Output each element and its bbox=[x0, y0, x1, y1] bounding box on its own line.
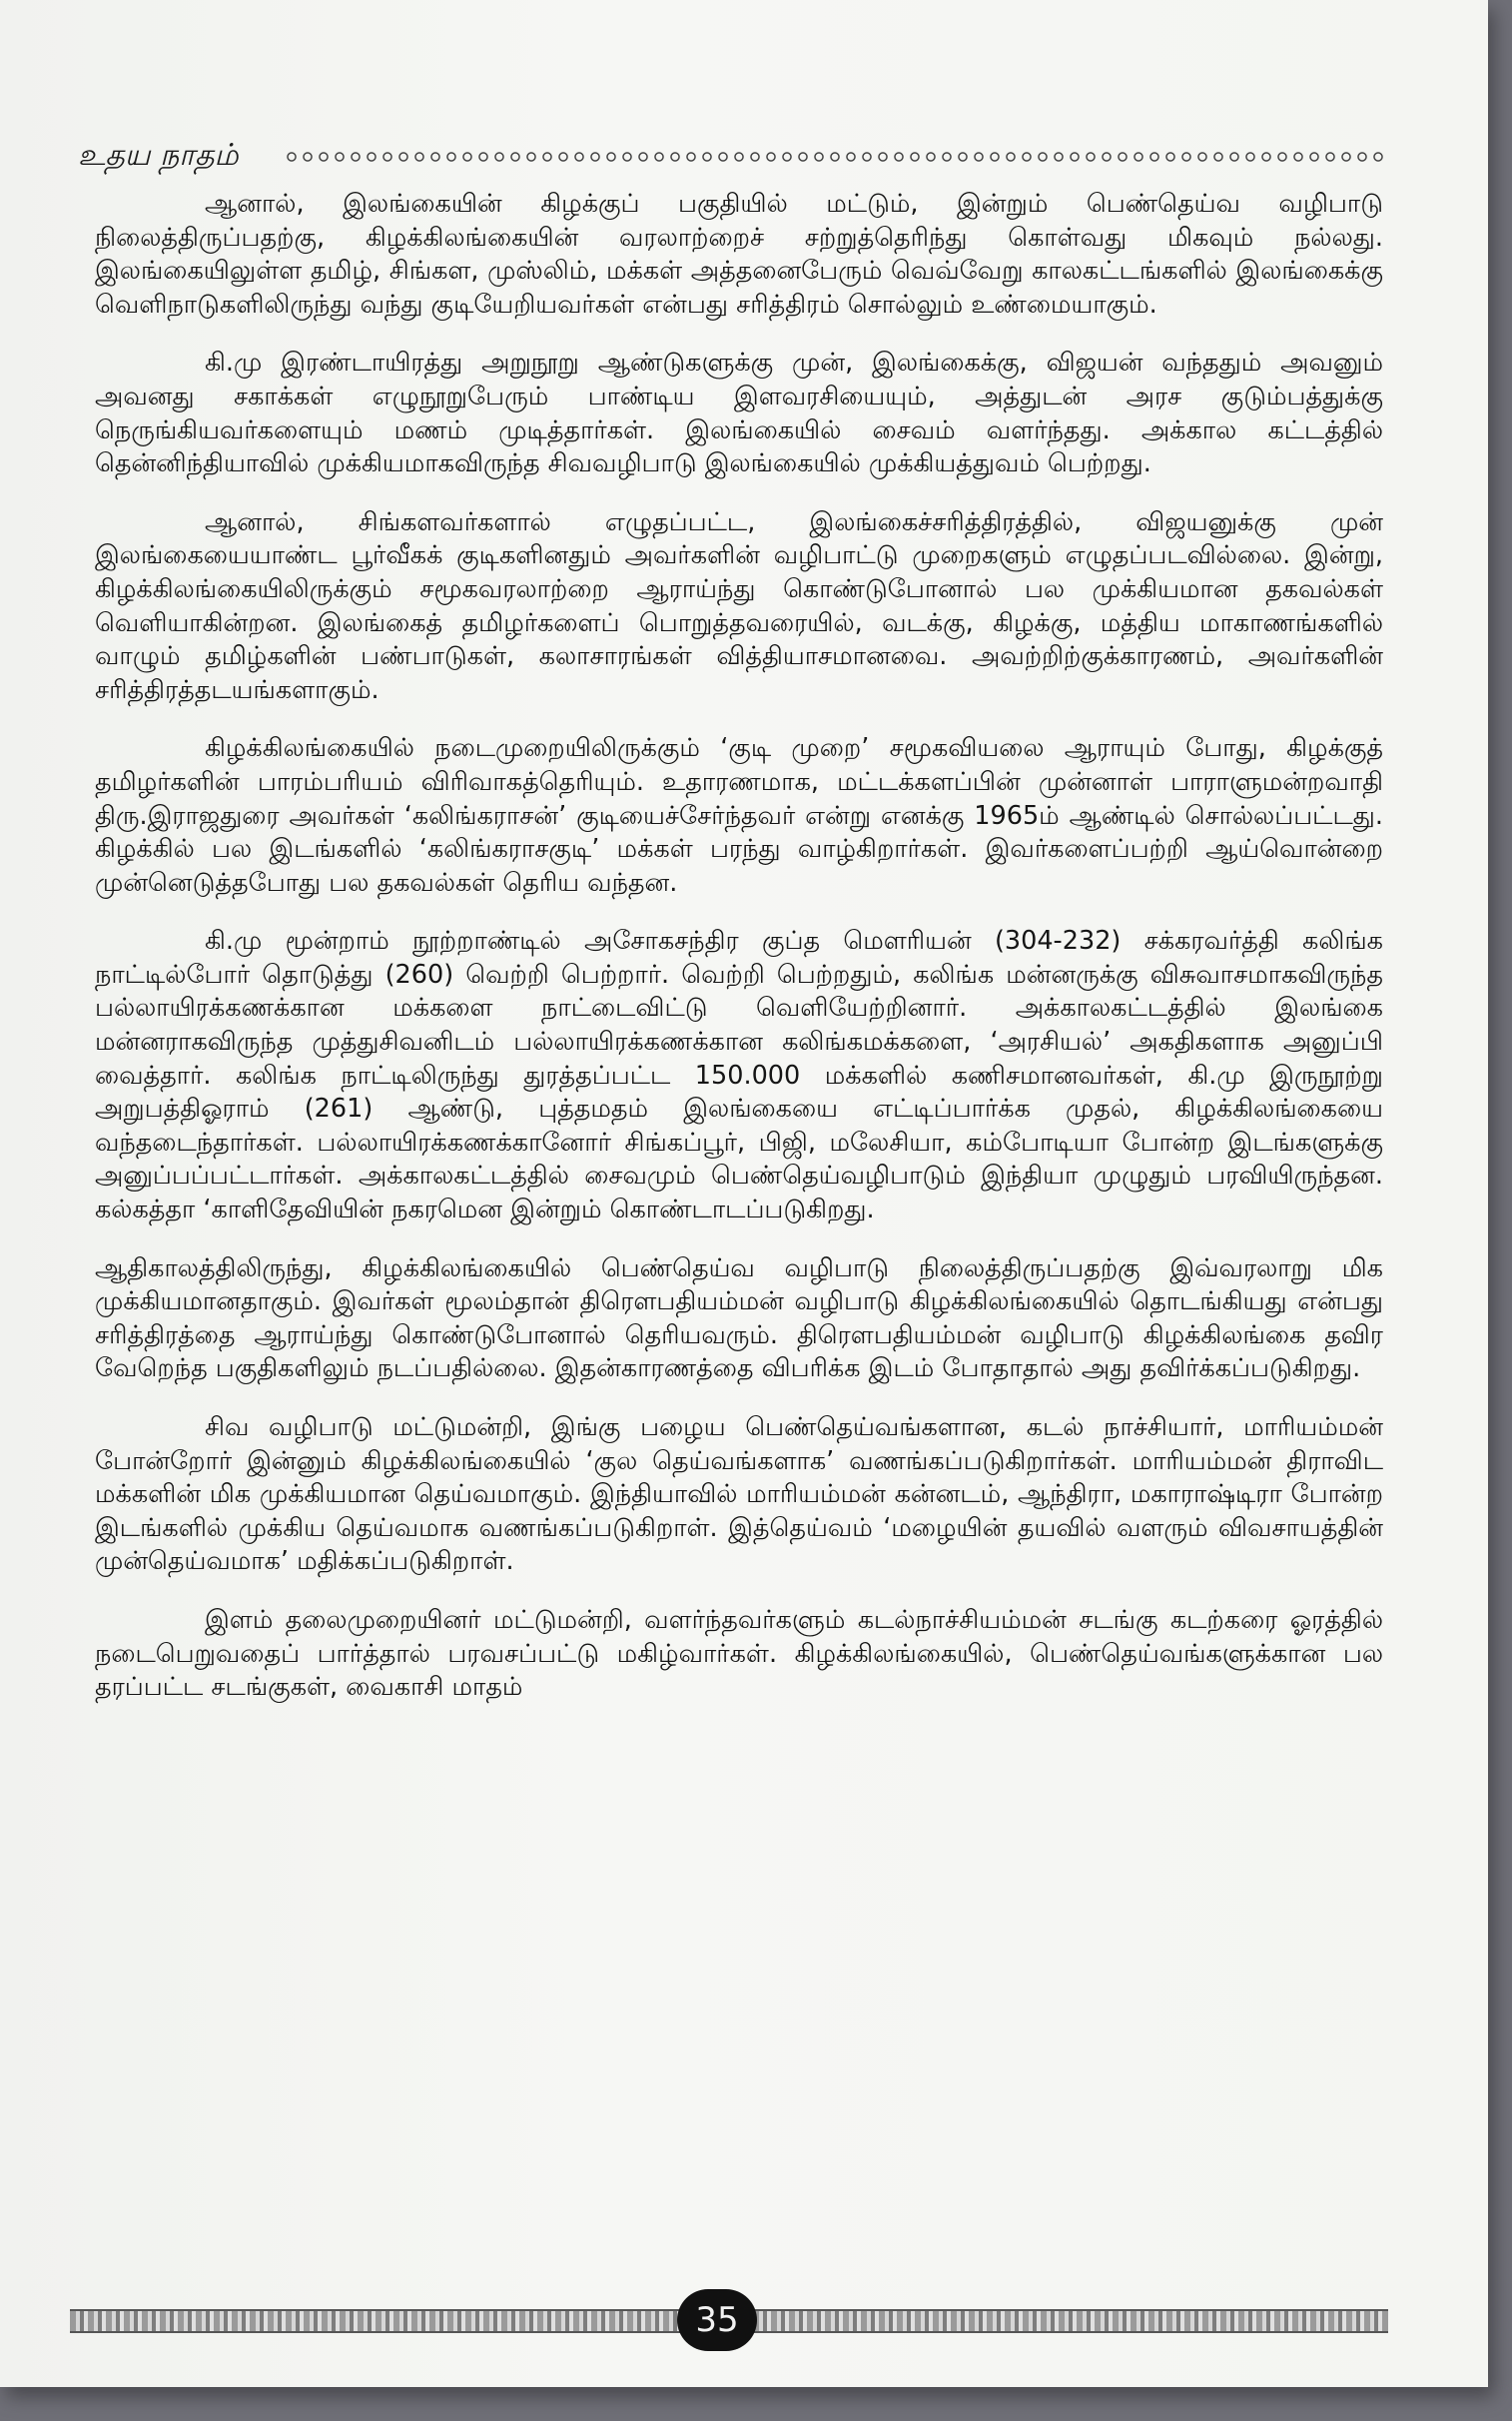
paragraph: ஆனால், சிங்களவர்களால் எழுதப்பட்ட, இலங்கைச்சரித்திரத்தில், விஜயனுக்கு முன் இலங்கையையாண்ட பூர்வீகக் குடிகளினதும் அவர்களின் வழிபாட்டு முறைகளும் எழுதப்படவில்லை. இன்று, கிழக்கிலங்கையிலிருக்கும் சமூகவரலாற்றை ஆராய்ந்து கொண்டுபோனால் பல முக்கியமான தகவல்கள் வெளியாகின்றன. இலங்கைத் தமிழர்களைப் பொறுத்தவரையில், வடக்கு, கிழக்கு, மத்திய மாகாணங்களில் வாழும் தமிழ்களின் பண்பாடுகள், கலாசாரங்கள் வித்தியாசமானவை. அவற்றிற்குக்காரணம், அவர்களின் சரித்திரத்தடயங்களாகும். bbox=[95, 506, 1383, 705]
paragraph: இளம் தலைமுறையினர் மட்டுமன்றி, வளர்ந்தவர்களும் கடல்நாச்சியம்மன் சடங்கு கடற்கரை ஓரத்தில் நடைபெறுவதைப் பார்த்தால் பரவசப்பட்டு மகிழ்வார்கள். கிழக்கிலங்கையில், பெண்தெய்வங்களுக்கான பல தரப்பட்ட சடங்குகள், வைகாசி மாதம் bbox=[95, 1604, 1383, 1703]
paragraph: சிவ வழிபாடு மட்டுமன்றி, இங்கு பழைய பெண்தெய்வங்களான, கடல் நாச்சியார், மாரியம்மன் போன்றோர் இன்னும் கிழக்கிலங்கையில் ‘குல தெய்வங்களாக’ வணங்கப்படுகிறார்கள். மாரியம்மன் திராவிட மக்களின் மிக முக்கியமான தெய்வமாகும். இந்தியாவில் மாரியம்மன் கன்னடம், ஆந்திரா, மகாராஷ்டிரா போன்ற இடங்களில் முக்கிய தெய்வமாக வணங்கப்படுகிறாள். இத்தெய்வம் ‘மழையின் தயவில் வளரும் விவசாயத்தின் முன்தெய்வமாக’ மதிக்கப்படுகிறாள். bbox=[95, 1412, 1383, 1577]
paragraph: ஆதிகாலத்திலிருந்து, கிழக்கிலங்கையில் பெண்தெய்வ வழிபாடு நிலைத்திருப்பதற்கு இவ்வரலாறு மிக முக்கியமானதாகும். இவர்கள் மூலம்தான் திரௌபதியம்மன் வழிபாடு கிழக்கிலங்கையில் தொடங்கியது என்பது சரித்திரத்தை ஆராய்ந்து கொண்டுபோனால் தெரியவரும். திரௌபதியம்மன் வழிபாடு கிழக்கிலங்கை தவிர வேறெந்த பகுதிகளிலும் நடப்பதில்லை. இதன்காரணத்தை விபரிக்க இடம் போதாதால் அது தவிர்க்கப்படுகிறது. bbox=[95, 1252, 1383, 1384]
ornamental-header-rule bbox=[285, 150, 1383, 164]
body-text bbox=[95, 188, 1383, 1730]
page-number: 35 bbox=[677, 2289, 757, 2351]
paragraph: கி.மு மூன்றாம் நூற்றாண்டில் அசோகசந்திர குப்த மௌரியன் (304-232) சக்கரவர்த்தி கலிங்க நாட்டில்போர் தொடுத்து (260) வெற்றி பெற்றார். வெற்றி பெற்றதும், கலிங்க மன்னருக்கு விசுவாசமாகவிருந்த பல்லாயிரக்கணக்கான மக்களை நாட்டைவிட்டு வெளியேற்றினார். அக்காலகட்டத்தில் இலங்கை மன்னராகவிருந்த முத்துசிவனிடம் பல்லாயிரக்கணக்கான கலிங்கமக்களை, ‘அரசியல்’ அகதிகளாக அனுப்பி வைத்தார். கலிங்க நாட்டிலிருந்து துரத்தப்பட்ட 150.000 மக்களில் கணிசமானவர்கள், கி.மு இருநூற்று அறுபத்திஓராம் (261) ஆண்டு, புத்தமதம் இலங்கையை எட்டிப்பார்க்க முதல், கிழக்கிலங்கையை வந்தடைந்தார்கள். பல்லாயிரக்கணக்கானோர் சிங்கப்பூர், பிஜி, மலேசியா, கம்போடியா போன்ற இடங்களுக்கு அனுப்பப்பட்டார்கள். அக்காலகட்டத்தில் சைவமும் பெண்தெய்வழிபாடும் இந்தியா முழுதும் பரவியிருந்தன. கல்கத்தா ‘காளிதேவியின் நகரமென இன்றும் கொண்டாடப்படுகிறது. bbox=[95, 926, 1383, 1225]
running-title: உதய நாதம் bbox=[78, 138, 239, 173]
paragraph: கிழக்கிலங்கையில் நடைமுறையிலிருக்கும் ‘குடி முறை’ சமூகவியலை ஆராயும் போது, கிழக்குத் தமிழர்களின் பாரம்பரியம் விரிவாகத்தெரியும். உதாரணமாக, மட்டக்களப்பின் முன்னாள் பாராளுமன்றவாதி திரு.இராஜதுரை அவர்கள் ‘கலிங்கராசன்’ குடியைச்சேர்ந்தவர் என்று எனக்கு 1965ம் ஆண்டில் சொல்லப்பட்டது. கிழக்கில் பல இடங்களில் ‘கலிங்கராசகுடி’ மக்கள் பரந்து வாழ்கிறார்கள். இவர்களைப்பற்றி ஆய்வொன்றை முன்னெடுத்தபோது பல தகவல்கள் தெரிய வந்தன. bbox=[95, 733, 1383, 898]
paragraph: கி.மு இரண்டாயிரத்து அறுநூறு ஆண்டுகளுக்கு முன், இலங்கைக்கு, விஜயன் வந்ததும் அவனும் அவனது சகாக்கள் எழுநூறுபேரும் பாண்டிய இளவரசியையும், அத்துடன் அரச குடும்பத்துக்கு நெருங்கியவர்களையும் மணம் முடித்தார்கள். இலங்கையில் சைவம் வளர்ந்தது. அக்கால கட்டத்தில் தென்னிந்தியாவில் முக்கியமாகவிருந்த சிவவழிபாடு இலங்கையில் முக்கியத்துவம் பெற்றது. bbox=[95, 348, 1383, 479]
paragraph: ஆனால், இலங்கையின் கிழக்குப் பகுதியில் மட்டும், இன்றும் பெண்தெய்வ வழிபாடு நிலைத்திருப்பதற்கு, கிழக்கிலங்கையின் வரலாற்றைச் சற்றுத்தெரிந்து கொள்வது மிகவும் நல்லது. இலங்கையிலுள்ள தமிழ், சிங்கள, முஸ்லிம், மக்கள் அத்தனைபேரும் வெவ்வேறு காலகட்டங்களில் இலங்கைக்கு வெளிநாடுகளிலிருந்து வந்து குடியேறியவர்கள் என்பது சரித்திரம் சொல்லும் உண்மையாகும். bbox=[95, 189, 1383, 320]
